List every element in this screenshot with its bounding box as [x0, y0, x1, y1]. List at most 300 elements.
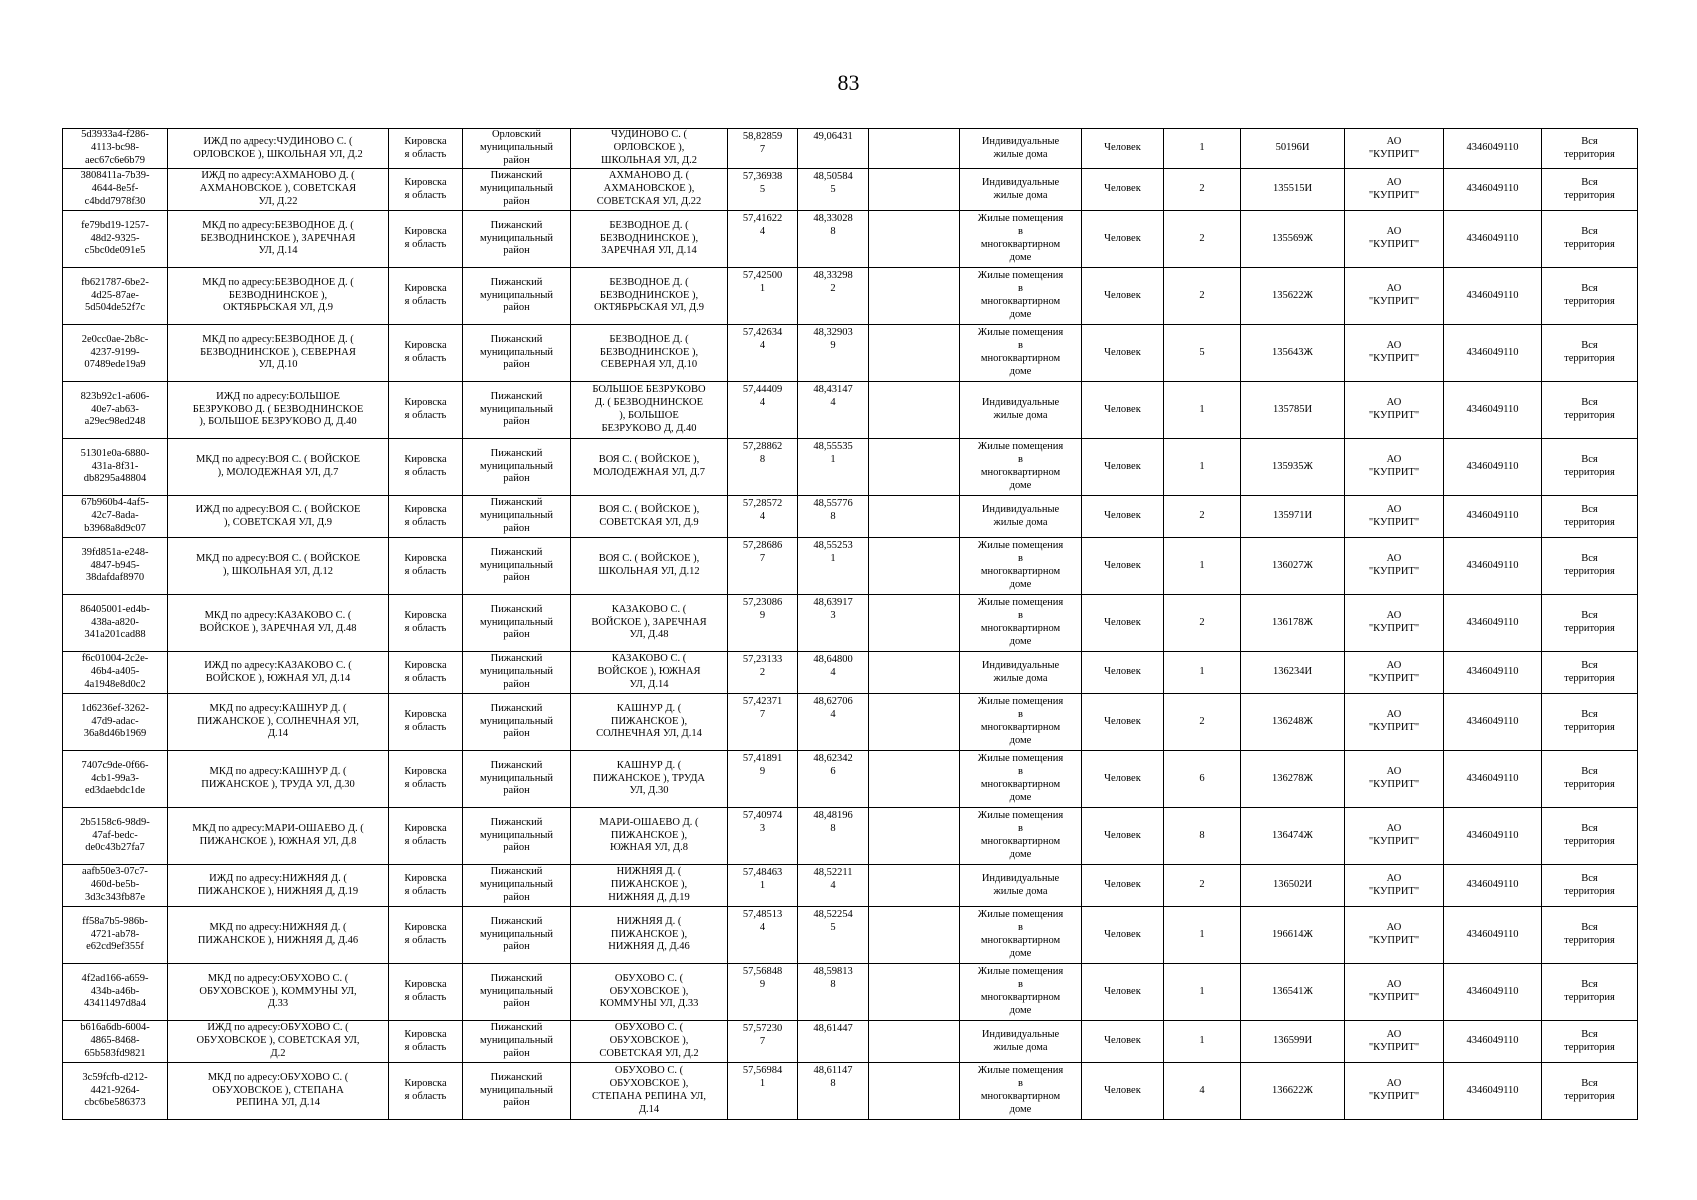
latitude-cell: 58,82859 7 — [728, 129, 798, 169]
housing-type-cell: Индивидуальные жилые дома — [960, 865, 1082, 907]
count-cell: 1 — [1164, 538, 1241, 595]
inn-cell: 4346049110 — [1444, 751, 1542, 808]
district-cell: Пижанский муниципальный район — [463, 382, 571, 439]
empty-cell — [869, 865, 960, 907]
unit-cell: Человек — [1082, 325, 1164, 382]
object-id-cell: 3808411a-7b39- 4644-8e5f- c4bdd7978f30 — [63, 169, 168, 211]
object-name-cell: ИЖД по адресу:АХМАНОВО Д. ( АХМАНОВСКОЕ ), СОВЕТСКАЯ УЛ, Д.22 — [168, 169, 389, 211]
housing-type-cell: Жилые помещения в многоквартирном доме — [960, 538, 1082, 595]
empty-cell — [869, 129, 960, 169]
table-row — [63, 268, 1638, 325]
count-cell: 1 — [1164, 129, 1241, 169]
empty-cell — [869, 169, 960, 211]
count-cell: 1 — [1164, 652, 1241, 694]
region-cell: Кировска я область — [389, 907, 463, 964]
inn-cell: 4346049110 — [1444, 595, 1542, 652]
address-cell: ВОЯ С. ( ВОЙСКОЕ ), ШКОЛЬНАЯ УЛ, Д.12 — [571, 538, 728, 595]
housing-type-cell: Жилые помещения в многоквартирном доме — [960, 211, 1082, 268]
region-cell: Кировска я область — [389, 129, 463, 169]
table-row — [63, 439, 1638, 496]
latitude-cell: 57,42634 4 — [728, 325, 798, 382]
housing-type-cell: Жилые помещения в многоквартирном доме — [960, 751, 1082, 808]
table-row — [63, 595, 1638, 652]
organization-cell: АО "КУПРИТ" — [1345, 129, 1444, 169]
territory-cell: Вся территория — [1542, 496, 1638, 538]
territory-cell: Вся территория — [1542, 595, 1638, 652]
table-row — [63, 1063, 1638, 1120]
object-id-cell: 2b5158c6-98d9- 47af-bedc- de0c43b27fa7 — [63, 808, 168, 865]
code-cell: 136599И — [1241, 1021, 1345, 1063]
object-id-cell: ff58a7b5-986b- 4721-ab78- e62cd9ef355f — [63, 907, 168, 964]
object-name-cell: МКД по адресу:НИЖНЯЯ Д. ( ПИЖАНСКОЕ ), НИЖНЯЯ Д, Д.46 — [168, 907, 389, 964]
housing-type-cell: Индивидуальные жилые дома — [960, 1021, 1082, 1063]
unit-cell: Человек — [1082, 382, 1164, 439]
object-id-cell: 3c59fcfb-d212- 4421-9264- cbc6be586373 — [63, 1063, 168, 1120]
latitude-cell: 57,36938 5 — [728, 169, 798, 211]
unit-cell: Человек — [1082, 652, 1164, 694]
unit-cell: Человек — [1082, 865, 1164, 907]
count-cell: 5 — [1164, 325, 1241, 382]
region-cell: Кировска я область — [389, 751, 463, 808]
district-cell: Пижанский муниципальный район — [463, 538, 571, 595]
unit-cell: Человек — [1082, 268, 1164, 325]
address-cell: НИЖНЯЯ Д. ( ПИЖАНСКОЕ ), НИЖНЯЯ Д, Д.46 — [571, 907, 728, 964]
organization-cell: АО "КУПРИТ" — [1345, 439, 1444, 496]
region-cell: Кировска я область — [389, 1063, 463, 1120]
inn-cell: 4346049110 — [1444, 538, 1542, 595]
empty-cell — [869, 808, 960, 865]
longitude-cell: 48,62706 4 — [798, 694, 869, 751]
object-name-cell: МКД по адресу:МАРИ-ОШАЕВО Д. ( ПИЖАНСКОЕ ), ЮЖНАЯ УЛ, Д.8 — [168, 808, 389, 865]
housing-type-cell: Жилые помещения в многоквартирном доме — [960, 439, 1082, 496]
table-row — [63, 169, 1638, 211]
district-cell: Пижанский муниципальный район — [463, 439, 571, 496]
region-cell: Кировска я область — [389, 538, 463, 595]
housing-type-cell: Жилые помещения в многоквартирном доме — [960, 907, 1082, 964]
code-cell: 136541Ж — [1241, 964, 1345, 1021]
housing-type-cell: Жилые помещения в многоквартирном доме — [960, 964, 1082, 1021]
longitude-cell: 48,61147 8 — [798, 1063, 869, 1120]
empty-cell — [869, 439, 960, 496]
code-cell: 135622Ж — [1241, 268, 1345, 325]
organization-cell: АО "КУПРИТ" — [1345, 382, 1444, 439]
unit-cell: Человек — [1082, 211, 1164, 268]
district-cell: Пижанский муниципальный район — [463, 496, 571, 538]
object-name-cell: МКД по адресу:ВОЯ С. ( ВОЙСКОЕ ), ШКОЛЬНАЯ УЛ, Д.12 — [168, 538, 389, 595]
longitude-cell: 48,59813 8 — [798, 964, 869, 1021]
latitude-cell: 57,23086 9 — [728, 595, 798, 652]
code-cell: 50196И — [1241, 129, 1345, 169]
count-cell: 2 — [1164, 211, 1241, 268]
district-cell: Пижанский муниципальный район — [463, 1021, 571, 1063]
territory-cell: Вся территория — [1542, 268, 1638, 325]
registry-table-body — [63, 129, 1638, 1120]
district-cell: Пижанский муниципальный район — [463, 652, 571, 694]
count-cell: 2 — [1164, 268, 1241, 325]
table-row — [63, 751, 1638, 808]
organization-cell: АО "КУПРИТ" — [1345, 496, 1444, 538]
inn-cell: 4346049110 — [1444, 382, 1542, 439]
organization-cell: АО "КУПРИТ" — [1345, 694, 1444, 751]
territory-cell: Вся территория — [1542, 964, 1638, 1021]
latitude-cell: 57,44409 4 — [728, 382, 798, 439]
organization-cell: АО "КУПРИТ" — [1345, 808, 1444, 865]
district-cell: Пижанский муниципальный район — [463, 169, 571, 211]
unit-cell: Человек — [1082, 595, 1164, 652]
latitude-cell: 57,56984 1 — [728, 1063, 798, 1120]
count-cell: 8 — [1164, 808, 1241, 865]
territory-cell: Вся территория — [1542, 907, 1638, 964]
inn-cell: 4346049110 — [1444, 439, 1542, 496]
code-cell: 135971И — [1241, 496, 1345, 538]
empty-cell — [869, 211, 960, 268]
address-cell: КАЗАКОВО С. ( ВОЙСКОЕ ), ЗАРЕЧНАЯ УЛ, Д.48 — [571, 595, 728, 652]
registry-table — [62, 128, 1638, 1120]
table-row — [63, 129, 1638, 169]
address-cell: КАШНУР Д. ( ПИЖАНСКОЕ ), ТРУДА УЛ, Д.30 — [571, 751, 728, 808]
inn-cell: 4346049110 — [1444, 694, 1542, 751]
object-id-cell: 67b960b4-4af5- 42c7-8ada- b3968a8d9c07 — [63, 496, 168, 538]
territory-cell: Вся территория — [1542, 694, 1638, 751]
region-cell: Кировска я область — [389, 382, 463, 439]
table-row — [63, 694, 1638, 751]
organization-cell: АО "КУПРИТ" — [1345, 595, 1444, 652]
object-name-cell: ИЖД по адресу:КАЗАКОВО С. ( ВОЙСКОЕ ), ЮЖНАЯ УЛ, Д.14 — [168, 652, 389, 694]
longitude-cell: 48,43147 4 — [798, 382, 869, 439]
district-cell: Пижанский муниципальный район — [463, 595, 571, 652]
latitude-cell: 57,41622 4 — [728, 211, 798, 268]
count-cell: 6 — [1164, 751, 1241, 808]
district-cell: Орловский муниципальный район — [463, 129, 571, 169]
longitude-cell: 48,33298 2 — [798, 268, 869, 325]
longitude-cell: 48,33028 8 — [798, 211, 869, 268]
organization-cell: АО "КУПРИТ" — [1345, 964, 1444, 1021]
unit-cell: Человек — [1082, 751, 1164, 808]
unit-cell: Человек — [1082, 439, 1164, 496]
address-cell: БЕЗВОДНОЕ Д. ( БЕЗВОДНИНСКОЕ ), ЗАРЕЧНАЯ УЛ, Д.14 — [571, 211, 728, 268]
district-cell: Пижанский муниципальный район — [463, 211, 571, 268]
empty-cell — [869, 907, 960, 964]
object-name-cell: ИЖД по адресу:ЧУДИНОВО С. ( ОРЛОВСКОЕ ), ШКОЛЬНАЯ УЛ, Д.2 — [168, 129, 389, 169]
object-id-cell: 5d3933a4-f286- 4113-bc98- aec67c6e6b79 — [63, 129, 168, 169]
object-name-cell: ИЖД по адресу:ОБУХОВО С. ( ОБУХОВСКОЕ ), СОВЕТСКАЯ УЛ, Д.2 — [168, 1021, 389, 1063]
longitude-cell: 48,62342 6 — [798, 751, 869, 808]
address-cell: ОБУХОВО С. ( ОБУХОВСКОЕ ), СОВЕТСКАЯ УЛ, Д.2 — [571, 1021, 728, 1063]
address-cell: КАШНУР Д. ( ПИЖАНСКОЕ ), СОЛНЕЧНАЯ УЛ, Д.14 — [571, 694, 728, 751]
object-name-cell: МКД по адресу:КАЗАКОВО С. ( ВОЙСКОЕ ), ЗАРЕЧНАЯ УЛ, Д.48 — [168, 595, 389, 652]
address-cell: АХМАНОВО Д. ( АХМАНОВСКОЕ ), СОВЕТСКАЯ УЛ, Д.22 — [571, 169, 728, 211]
territory-cell: Вся территория — [1542, 129, 1638, 169]
object-name-cell: ИЖД по адресу:ВОЯ С. ( ВОЙСКОЕ ), СОВЕТСКАЯ УЛ, Д.9 — [168, 496, 389, 538]
housing-type-cell: Жилые помещения в многоквартирном доме — [960, 808, 1082, 865]
region-cell: Кировска я область — [389, 694, 463, 751]
district-cell: Пижанский муниципальный район — [463, 808, 571, 865]
object-name-cell: ИЖД по адресу:БОЛЬШОЕ БЕЗРУКОВО Д. ( БЕЗВОДНИНСКОЕ ), БОЛЬШОЕ БЕЗРУКОВО Д, Д.40 — [168, 382, 389, 439]
address-cell: ВОЯ С. ( ВОЙСКОЕ ), МОЛОДЕЖНАЯ УЛ, Д.7 — [571, 439, 728, 496]
longitude-cell: 48,52211 4 — [798, 865, 869, 907]
table-row — [63, 325, 1638, 382]
empty-cell — [869, 1063, 960, 1120]
housing-type-cell: Индивидуальные жилые дома — [960, 652, 1082, 694]
object-id-cell: 4f2ad166-a659- 434b-a46b- 43411497d8a4 — [63, 964, 168, 1021]
longitude-cell: 48,52254 5 — [798, 907, 869, 964]
empty-cell — [869, 496, 960, 538]
unit-cell: Человек — [1082, 907, 1164, 964]
region-cell: Кировска я область — [389, 595, 463, 652]
address-cell: НИЖНЯЯ Д. ( ПИЖАНСКОЕ ), НИЖНЯЯ Д, Д.19 — [571, 865, 728, 907]
organization-cell: АО "КУПРИТ" — [1345, 325, 1444, 382]
inn-cell: 4346049110 — [1444, 496, 1542, 538]
object-id-cell: 823b92c1-a606- 40e7-ab63- a29ec98ed248 — [63, 382, 168, 439]
object-name-cell: МКД по адресу:ОБУХОВО С. ( ОБУХОВСКОЕ ), СТЕПАНА РЕПИНА УЛ, Д.14 — [168, 1063, 389, 1120]
latitude-cell: 57,56848 9 — [728, 964, 798, 1021]
table-row — [63, 865, 1638, 907]
territory-cell: Вся территория — [1542, 538, 1638, 595]
page-number: 83 — [837, 70, 860, 95]
organization-cell: АО "КУПРИТ" — [1345, 169, 1444, 211]
code-cell: 135569Ж — [1241, 211, 1345, 268]
address-cell: БЕЗВОДНОЕ Д. ( БЕЗВОДНИНСКОЕ ), СЕВЕРНАЯ УЛ, Д.10 — [571, 325, 728, 382]
housing-type-cell: Жилые помещения в многоквартирном доме — [960, 268, 1082, 325]
inn-cell: 4346049110 — [1444, 964, 1542, 1021]
empty-cell — [869, 652, 960, 694]
object-id-cell: 2e0cc0ae-2b8c- 4237-9199- 07489ede19a9 — [63, 325, 168, 382]
code-cell: 196614Ж — [1241, 907, 1345, 964]
count-cell: 2 — [1164, 694, 1241, 751]
inn-cell: 4346049110 — [1444, 907, 1542, 964]
code-cell: 136234И — [1241, 652, 1345, 694]
region-cell: Кировска я область — [389, 496, 463, 538]
count-cell: 1 — [1164, 1021, 1241, 1063]
table-row — [63, 382, 1638, 439]
table-row — [63, 652, 1638, 694]
territory-cell: Вся территория — [1542, 808, 1638, 865]
district-cell: Пижанский муниципальный район — [463, 751, 571, 808]
code-cell: 135935Ж — [1241, 439, 1345, 496]
district-cell: Пижанский муниципальный район — [463, 865, 571, 907]
inn-cell: 4346049110 — [1444, 268, 1542, 325]
longitude-cell: 48,64800 4 — [798, 652, 869, 694]
object-name-cell: МКД по адресу:БЕЗВОДНОЕ Д. ( БЕЗВОДНИНСКОЕ ), ЗАРЕЧНАЯ УЛ, Д.14 — [168, 211, 389, 268]
address-cell: МАРИ-ОШАЕВО Д. ( ПИЖАНСКОЕ ), ЮЖНАЯ УЛ, Д.8 — [571, 808, 728, 865]
organization-cell: АО "КУПРИТ" — [1345, 1021, 1444, 1063]
unit-cell: Человек — [1082, 1021, 1164, 1063]
address-cell: ВОЯ С. ( ВОЙСКОЕ ), СОВЕТСКАЯ УЛ, Д.9 — [571, 496, 728, 538]
housing-type-cell: Жилые помещения в многоквартирном доме — [960, 595, 1082, 652]
empty-cell — [869, 538, 960, 595]
object-id-cell: fb621787-6be2- 4d25-87ae- 5d504de52f7c — [63, 268, 168, 325]
table-row — [63, 211, 1638, 268]
organization-cell: АО "КУПРИТ" — [1345, 538, 1444, 595]
object-id-cell: 1d6236ef-3262- 47d9-adac- 36a8d46b1969 — [63, 694, 168, 751]
unit-cell: Человек — [1082, 964, 1164, 1021]
code-cell: 136502И — [1241, 865, 1345, 907]
inn-cell: 4346049110 — [1444, 652, 1542, 694]
table-row — [63, 1021, 1638, 1063]
unit-cell: Человек — [1082, 808, 1164, 865]
object-name-cell: МКД по адресу:ВОЯ С. ( ВОЙСКОЕ ), МОЛОДЕЖНАЯ УЛ, Д.7 — [168, 439, 389, 496]
inn-cell: 4346049110 — [1444, 1063, 1542, 1120]
latitude-cell: 57,48513 4 — [728, 907, 798, 964]
unit-cell: Человек — [1082, 129, 1164, 169]
address-cell: ЧУДИНОВО С. ( ОРЛОВСКОЕ ), ШКОЛЬНАЯ УЛ, Д.2 — [571, 129, 728, 169]
territory-cell: Вся территория — [1542, 865, 1638, 907]
longitude-cell: 48,50584 5 — [798, 169, 869, 211]
empty-cell — [869, 1021, 960, 1063]
count-cell: 2 — [1164, 865, 1241, 907]
inn-cell: 4346049110 — [1444, 808, 1542, 865]
object-id-cell: aafb50e3-07c7- 460d-be5b- 3d3c343fb87e — [63, 865, 168, 907]
object-id-cell: fe79bd19-1257- 48d2-9325- c5bc0de091e5 — [63, 211, 168, 268]
latitude-cell: 57,28572 4 — [728, 496, 798, 538]
table-row — [63, 538, 1638, 595]
inn-cell: 4346049110 — [1444, 211, 1542, 268]
code-cell: 135785И — [1241, 382, 1345, 439]
housing-type-cell: Индивидуальные жилые дома — [960, 496, 1082, 538]
longitude-cell: 48,61447 — [798, 1021, 869, 1063]
object-name-cell: МКД по адресу:БЕЗВОДНОЕ Д. ( БЕЗВОДНИНСКОЕ ), СЕВЕРНАЯ УЛ, Д.10 — [168, 325, 389, 382]
territory-cell: Вся территория — [1542, 169, 1638, 211]
longitude-cell: 48,48196 8 — [798, 808, 869, 865]
code-cell: 136248Ж — [1241, 694, 1345, 751]
region-cell: Кировска я область — [389, 211, 463, 268]
territory-cell: Вся территория — [1542, 1021, 1638, 1063]
housing-type-cell: Индивидуальные жилые дома — [960, 382, 1082, 439]
region-cell: Кировска я область — [389, 652, 463, 694]
empty-cell — [869, 382, 960, 439]
region-cell: Кировска я область — [389, 268, 463, 325]
inn-cell: 4346049110 — [1444, 865, 1542, 907]
code-cell: 136178Ж — [1241, 595, 1345, 652]
latitude-cell: 57,42500 1 — [728, 268, 798, 325]
latitude-cell: 57,28686 7 — [728, 538, 798, 595]
latitude-cell: 57,28862 8 — [728, 439, 798, 496]
object-name-cell: МКД по адресу:КАШНУР Д. ( ПИЖАНСКОЕ ), ТРУДА УЛ, Д.30 — [168, 751, 389, 808]
latitude-cell: 57,42371 7 — [728, 694, 798, 751]
organization-cell: АО "КУПРИТ" — [1345, 211, 1444, 268]
organization-cell: АО "КУПРИТ" — [1345, 751, 1444, 808]
address-cell: КАЗАКОВО С. ( ВОЙСКОЕ ), ЮЖНАЯ УЛ, Д.14 — [571, 652, 728, 694]
district-cell: Пижанский муниципальный район — [463, 325, 571, 382]
territory-cell: Вся территория — [1542, 751, 1638, 808]
inn-cell: 4346049110 — [1444, 129, 1542, 169]
count-cell: 1 — [1164, 439, 1241, 496]
inn-cell: 4346049110 — [1444, 1021, 1542, 1063]
empty-cell — [869, 751, 960, 808]
object-name-cell: МКД по адресу:БЕЗВОДНОЕ Д. ( БЕЗВОДНИНСКОЕ ), ОКТЯБРЬСКАЯ УЛ, Д.9 — [168, 268, 389, 325]
district-cell: Пижанский муниципальный район — [463, 694, 571, 751]
empty-cell — [869, 595, 960, 652]
count-cell: 1 — [1164, 382, 1241, 439]
longitude-cell: 48,63917 3 — [798, 595, 869, 652]
housing-type-cell: Индивидуальные жилые дома — [960, 169, 1082, 211]
territory-cell: Вся территория — [1542, 382, 1638, 439]
empty-cell — [869, 268, 960, 325]
count-cell: 1 — [1164, 964, 1241, 1021]
unit-cell: Человек — [1082, 496, 1164, 538]
table-row — [63, 496, 1638, 538]
object-id-cell: 51301e0a-6880- 431a-8f31- db8295a48804 — [63, 439, 168, 496]
empty-cell — [869, 964, 960, 1021]
object-id-cell: 86405001-ed4b- 438a-a820- 341a201cad88 — [63, 595, 168, 652]
address-cell: БЕЗВОДНОЕ Д. ( БЕЗВОДНИНСКОЕ ), ОКТЯБРЬСКАЯ УЛ, Д.9 — [571, 268, 728, 325]
table-row — [63, 964, 1638, 1021]
count-cell: 2 — [1164, 169, 1241, 211]
region-cell: Кировска я область — [389, 325, 463, 382]
object-name-cell: ИЖД по адресу:НИЖНЯЯ Д. ( ПИЖАНСКОЕ ), НИЖНЯЯ Д, Д.19 — [168, 865, 389, 907]
region-cell: Кировска я область — [389, 169, 463, 211]
count-cell: 1 — [1164, 907, 1241, 964]
organization-cell: АО "КУПРИТ" — [1345, 907, 1444, 964]
code-cell: 135515И — [1241, 169, 1345, 211]
region-cell: Кировска я область — [389, 865, 463, 907]
table-row — [63, 907, 1638, 964]
code-cell: 136474Ж — [1241, 808, 1345, 865]
latitude-cell: 57,57230 7 — [728, 1021, 798, 1063]
address-cell: ОБУХОВО С. ( ОБУХОВСКОЕ ), КОММУНЫ УЛ, Д.33 — [571, 964, 728, 1021]
district-cell: Пижанский муниципальный район — [463, 964, 571, 1021]
count-cell: 2 — [1164, 496, 1241, 538]
unit-cell: Человек — [1082, 169, 1164, 211]
district-cell: Пижанский муниципальный район — [463, 907, 571, 964]
housing-type-cell: Жилые помещения в многоквартирном доме — [960, 694, 1082, 751]
housing-type-cell: Жилые помещения в многоквартирном доме — [960, 1063, 1082, 1120]
object-id-cell: 7407c9de-0f66- 4cb1-99a3- ed3daebdc1de — [63, 751, 168, 808]
region-cell: Кировска я область — [389, 808, 463, 865]
territory-cell: Вся территория — [1542, 325, 1638, 382]
organization-cell: АО "КУПРИТ" — [1345, 865, 1444, 907]
inn-cell: 4346049110 — [1444, 325, 1542, 382]
region-cell: Кировска я область — [389, 1021, 463, 1063]
district-cell: Пижанский муниципальный район — [463, 1063, 571, 1120]
longitude-cell: 48,55535 1 — [798, 439, 869, 496]
object-name-cell: МКД по адресу:КАШНУР Д. ( ПИЖАНСКОЕ ), СОЛНЕЧНАЯ УЛ, Д.14 — [168, 694, 389, 751]
region-cell: Кировска я область — [389, 439, 463, 496]
address-cell: ОБУХОВО С. ( ОБУХОВСКОЕ ), СТЕПАНА РЕПИНА УЛ, Д.14 — [571, 1063, 728, 1120]
latitude-cell: 57,41891 9 — [728, 751, 798, 808]
code-cell: 136278Ж — [1241, 751, 1345, 808]
table-row — [63, 808, 1638, 865]
latitude-cell: 57,40974 3 — [728, 808, 798, 865]
object-id-cell: 39fd851a-e248- 4847-b945- 38dafdaf8970 — [63, 538, 168, 595]
latitude-cell: 57,48463 1 — [728, 865, 798, 907]
object-id-cell: b616a6db-6004- 4865-8468- 65b583fd9821 — [63, 1021, 168, 1063]
unit-cell: Человек — [1082, 694, 1164, 751]
count-cell: 4 — [1164, 1063, 1241, 1120]
district-cell: Пижанский муниципальный район — [463, 268, 571, 325]
territory-cell: Вся территория — [1542, 439, 1638, 496]
longitude-cell: 48,55776 8 — [798, 496, 869, 538]
organization-cell: АО "КУПРИТ" — [1345, 1063, 1444, 1120]
unit-cell: Человек — [1082, 1063, 1164, 1120]
count-cell: 2 — [1164, 595, 1241, 652]
territory-cell: Вся территория — [1542, 211, 1638, 268]
object-name-cell: МКД по адресу:ОБУХОВО С. ( ОБУХОВСКОЕ ), КОММУНЫ УЛ, Д.33 — [168, 964, 389, 1021]
territory-cell: Вся территория — [1542, 652, 1638, 694]
code-cell: 136027Ж — [1241, 538, 1345, 595]
region-cell: Кировска я область — [389, 964, 463, 1021]
latitude-cell: 57,23133 2 — [728, 652, 798, 694]
code-cell: 135643Ж — [1241, 325, 1345, 382]
longitude-cell: 48,32903 9 — [798, 325, 869, 382]
longitude-cell: 49,06431 — [798, 129, 869, 169]
longitude-cell: 48,55253 1 — [798, 538, 869, 595]
empty-cell — [869, 694, 960, 751]
organization-cell: АО "КУПРИТ" — [1345, 652, 1444, 694]
address-cell: БОЛЬШОЕ БЕЗРУКОВО Д. ( БЕЗВОДНИНСКОЕ ), БОЛЬШОЕ БЕЗРУКОВО Д, Д.40 — [571, 382, 728, 439]
organization-cell: АО "КУПРИТ" — [1345, 268, 1444, 325]
inn-cell: 4346049110 — [1444, 169, 1542, 211]
